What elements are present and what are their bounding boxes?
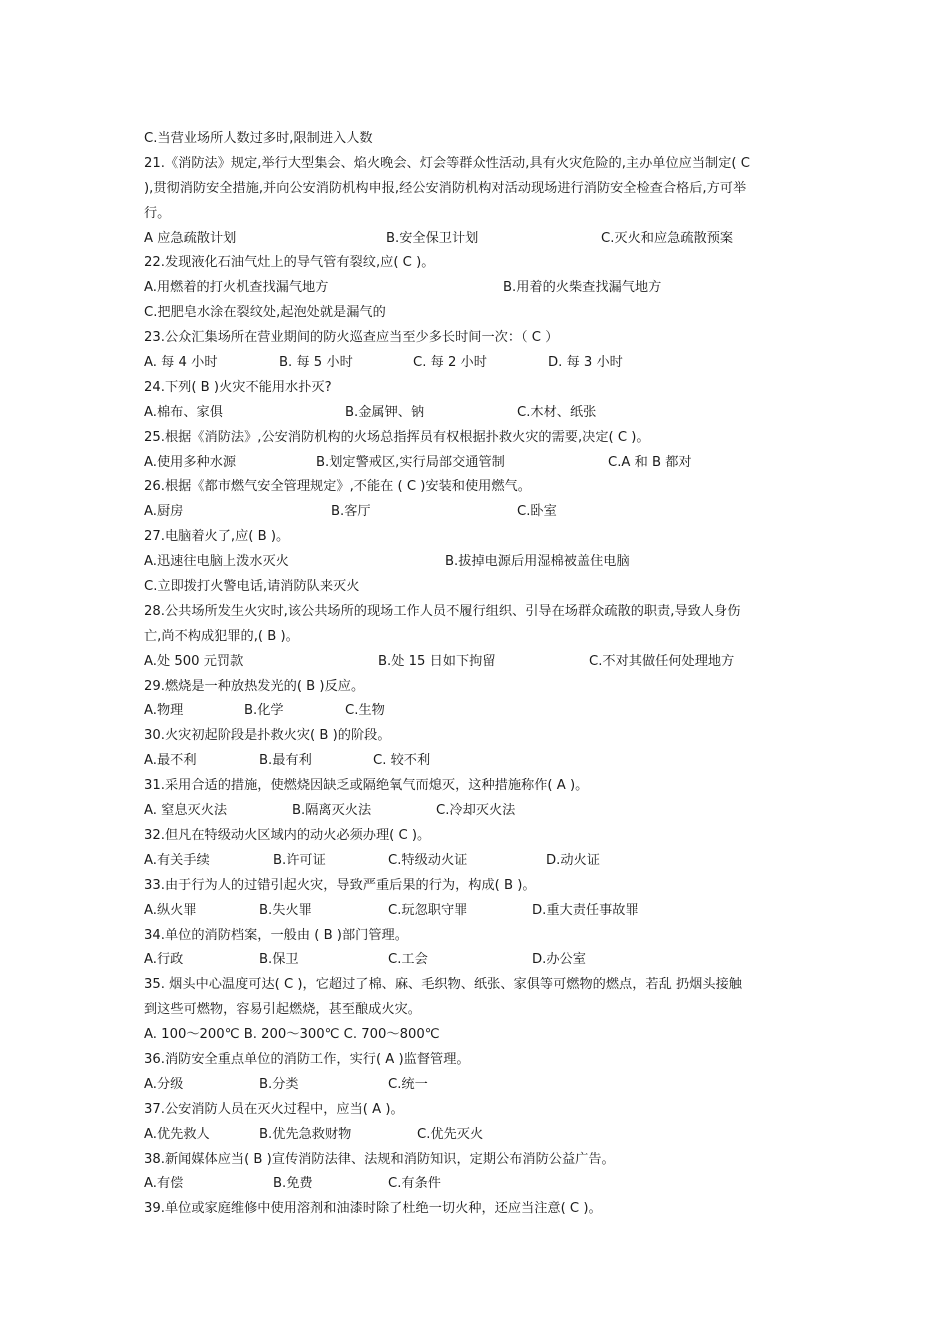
answer-option: C. 每 2 小时	[413, 355, 487, 371]
text-line: C.当营业场所人数过多时,限制进入人数	[144, 131, 373, 146]
answer-option: D.办公室	[532, 952, 586, 968]
text-line: 26.根据《都市燃气安全管理规定》,不能在 ( C )安装和使用燃气。	[144, 479, 531, 495]
answer-option: C.工会	[388, 952, 428, 968]
text-line: 23.公众汇集场所在营业期间的防火巡查应当至少多长时间一次：（ C ）	[144, 330, 559, 346]
answer-option: A. 窒息灭火法	[144, 803, 228, 819]
answer-option: C.统一	[388, 1076, 428, 1092]
answer-option: B.金属钾、钠	[345, 404, 425, 420]
answer-option: D.重大责任事故罪	[532, 902, 639, 918]
text-line: 21.《消防法》规定,举行大型集会、焰火晚会、灯会等群众性活动,具有火灾危险的,主办单位应当制定( C	[144, 155, 750, 171]
answer-option: C.A 和 B 都对	[608, 454, 692, 470]
answer-option: B. 每 5 小时	[279, 355, 353, 371]
text-line: 39.单位或家庭维修中使用溶剂和油漆时除了杜绝一切火种，还应当注意( C )。	[144, 1201, 602, 1217]
answer-option: B.安全保卫计划	[386, 230, 479, 246]
text-line: 37.公安消防人员在灭火过程中，应当( A )。	[144, 1101, 404, 1117]
answer-option: C. 较不利	[373, 753, 431, 769]
answer-option: C.优先灭火	[417, 1126, 484, 1142]
answer-option: A.有偿	[144, 1176, 184, 1192]
answer-option: A.有关手续	[144, 852, 210, 868]
option-row	[144, 401, 812, 426]
answer-option: A.优先救人	[144, 1126, 210, 1142]
option-row	[144, 227, 812, 252]
text-line: 32.但凡在特级动火区域内的动火必须办理( C )。	[144, 827, 431, 843]
answer-option: C.木材、纸张	[517, 404, 597, 420]
text-line: 38.新闻媒体应当( B )宣传消防法律、法规和消防知识，定期公布消防公益广告。	[144, 1151, 615, 1167]
text-line: 36.消防安全重点单位的消防工作，实行( A )监督管理。	[144, 1051, 470, 1067]
answer-option: A. 每 4 小时	[144, 355, 218, 371]
answer-option: B.处 15 日如下拘留	[378, 653, 496, 669]
option-row	[144, 650, 812, 675]
question-list	[144, 127, 812, 1222]
option-row	[144, 799, 812, 824]
text-line: 25.根据《消防法》,公安消防机构的火场总指挥员有权根据扑救火灾的需要,决定( C )。	[144, 429, 650, 445]
answer-option: B.失火罪	[259, 902, 312, 918]
answer-option: A.迅速往电脑上泼水灭火	[144, 554, 289, 570]
answer-option: A. 100～200℃ B. 200～300℃ C. 700～800℃	[144, 1027, 440, 1043]
option-row	[144, 749, 812, 774]
answer-option: B.优先急救财物	[259, 1126, 352, 1142]
text-line: 亡,尚不构成犯罪的,( B )。	[144, 628, 299, 644]
text-line: 34.单位的消防档案，一般由 ( B )部门管理。	[144, 927, 408, 943]
answer-option: B.最有利	[259, 753, 312, 769]
answer-option: A.分级	[144, 1076, 184, 1092]
answer-option: B.划定警戒区,实行局部交通管制	[316, 454, 505, 470]
option-row	[144, 1023, 812, 1048]
text-line: 24.下列( B )火灾不能用水扑灭?	[144, 379, 332, 395]
text-line: C.立即拨打火警电话,请消防队来灭火	[144, 579, 360, 595]
answer-option: C.玩忽职守罪	[388, 902, 468, 918]
text-line: 到这些可燃物，容易引起燃烧，甚至酿成火灾。	[144, 1002, 421, 1018]
answer-option: A 应急疏散计划	[144, 230, 237, 246]
answer-option: B.分类	[259, 1076, 299, 1092]
text-line: 35. 烟头中心温度可达( C )，它超过了棉、麻、毛织物、纸张、家俱等可燃物的燃点，若乱 扔烟头接触	[144, 977, 742, 993]
answer-option: C.生物	[345, 703, 385, 719]
answer-option: C.灭火和应急疏散预案	[601, 230, 734, 246]
answer-option: A.行政	[144, 952, 184, 968]
answer-option: A.厨房	[144, 504, 184, 520]
text-line: 30.火灾初起阶段是扑救火灾( B )的阶段。	[144, 728, 391, 744]
answer-option: C.有条件	[388, 1176, 441, 1192]
answer-option: A.使用多种水源	[144, 454, 237, 470]
text-line: 28.公共场所发生火灾时,该公共场所的现场工作人员不履行组织、引导在场群众疏散的职责,导致人身伤	[144, 603, 741, 619]
text-line: 31.采用合适的措施，使燃烧因缺乏或隔绝氧气而熄灭，这种措施称作( A )。	[144, 778, 589, 794]
option-row	[144, 699, 812, 724]
option-row	[144, 276, 812, 301]
option-row	[144, 849, 812, 874]
answer-option: B.保卫	[259, 952, 299, 968]
answer-option: B.客厅	[331, 504, 371, 520]
text-line: 22.发现液化石油气灶上的导气管有裂纹,应( C )。	[144, 255, 435, 271]
answer-option: B.许可证	[273, 852, 326, 868]
answer-option: C.特级动火证	[388, 852, 468, 868]
option-row	[144, 351, 812, 376]
option-row	[144, 1073, 812, 1098]
option-row	[144, 500, 812, 525]
answer-option: A.纵火罪	[144, 902, 197, 918]
text-line: 33.由于行为人的过错引起火灾，导致严重后果的行为，构成( B )。	[144, 877, 536, 893]
option-row	[144, 948, 812, 973]
answer-option: A.处 500 元罚款	[144, 653, 244, 669]
answer-option: A.最不利	[144, 753, 197, 769]
answer-option: B.免费	[273, 1176, 313, 1192]
option-row	[144, 550, 812, 575]
option-row	[144, 451, 812, 476]
text-line: ),贯彻消防安全措施,并向公安消防机构申报,经公安消防机构对活动现场进行消防安全检查合格后,方可举	[144, 180, 747, 196]
text-line: 29.燃烧是一种放热发光的( B )反应。	[144, 678, 365, 694]
answer-option: B.化学	[244, 703, 284, 719]
answer-option: C.冷却灭火法	[436, 803, 516, 819]
answer-option: A.物理	[144, 703, 184, 719]
answer-option: A.棉布、家俱	[144, 404, 223, 420]
option-row	[144, 1172, 812, 1197]
option-row	[144, 1123, 812, 1148]
text-line: 行。	[144, 205, 171, 221]
answer-option: B.用着的火柴查找漏气地方	[503, 280, 662, 296]
answer-option: C.不对其做任何处理地方	[589, 653, 735, 669]
option-row	[144, 899, 812, 924]
answer-option: B.隔离灭火法	[292, 803, 372, 819]
answer-option: B.拔掉电源后用湿棉被盖住电脑	[445, 554, 630, 570]
answer-option: D.动火证	[546, 852, 600, 868]
answer-option: C.卧室	[517, 504, 557, 520]
text-line: C.把肥皂水涂在裂纹处,起泡处就是漏气的	[144, 305, 386, 321]
answer-option: A.用燃着的打火机查找漏气地方	[144, 280, 329, 296]
text-line: 27.电脑着火了,应( B )。	[144, 529, 290, 545]
answer-option: D. 每 3 小时	[548, 355, 623, 371]
